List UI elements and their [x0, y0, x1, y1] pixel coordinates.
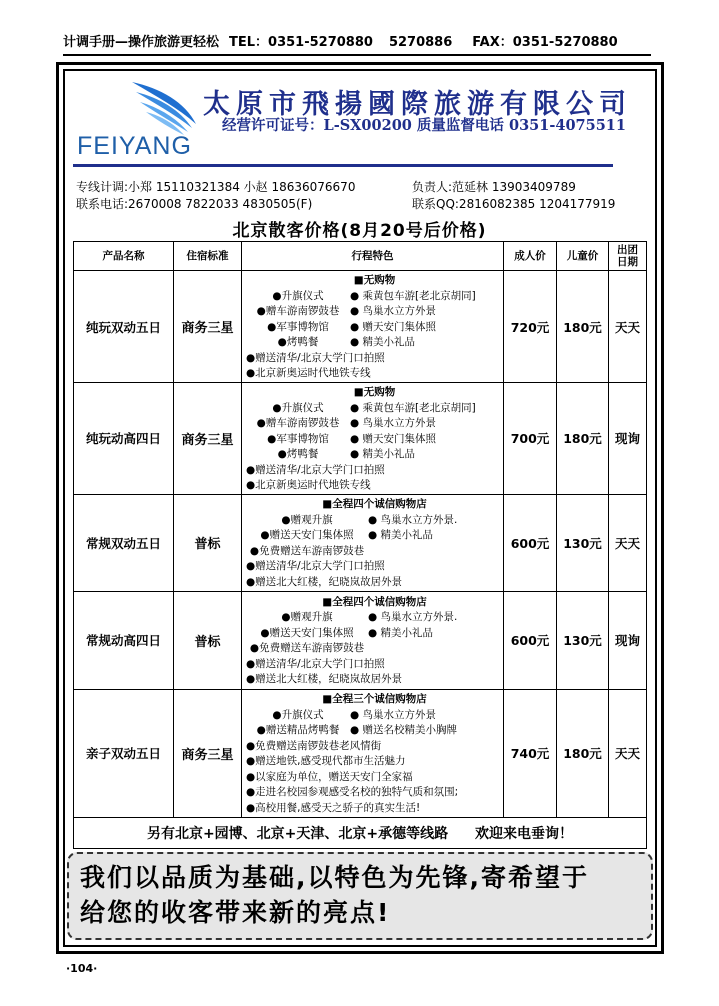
footer-cell: [74, 817, 647, 848]
feature-line: [246, 528, 503, 544]
adult-price: 740元: [504, 689, 557, 817]
feature-item: ● 乘黄包车游[老北京胡同]: [350, 289, 476, 302]
departure-date: 天天: [609, 494, 647, 591]
child-price: 180元: [557, 689, 609, 817]
feature-heading: ■全程四个诚信购物店: [322, 595, 427, 608]
feature-line: [246, 708, 503, 724]
feature-item: ●升旗仪式: [272, 708, 324, 721]
feature-item: ●烤鸭餐: [277, 448, 319, 460]
feature-line: [246, 641, 503, 657]
feature-item: ●赠送清华/北京大学门口拍照: [246, 560, 385, 572]
column-header: 住宿标准: [174, 242, 242, 271]
feature-item: ● 鸟巢水立方外景: [350, 708, 436, 721]
product-name: 纯玩双动五日: [74, 271, 174, 383]
feature-line: [246, 401, 503, 417]
feature-item: ● 鸟巢水立方外景: [350, 417, 436, 429]
child-price: 130元: [557, 494, 609, 591]
feature-item: ● 赠天安门集体照: [350, 320, 436, 333]
itinerary-features: [242, 383, 504, 495]
itinerary-features: [242, 689, 504, 817]
feature-item: ● 精美小礼品: [350, 336, 415, 349]
feature-line: [246, 723, 503, 739]
page-header: [63, 34, 651, 56]
itinerary-features: [242, 494, 504, 591]
slogan-line-2: 给您的收客带来新的亮点!: [80, 898, 391, 927]
feature-heading: ■无购物: [353, 274, 396, 287]
price-table: [73, 241, 647, 849]
feature-item: ● 精美小礼品: [350, 448, 415, 460]
feature-line: [246, 559, 503, 575]
departure-date: 现询: [609, 591, 647, 689]
header-tel: TEL：0351-5270880: [229, 35, 373, 50]
itinerary-features: [242, 271, 504, 383]
feature-item: ●军事博物馆: [267, 432, 329, 445]
feature-line: [246, 672, 503, 688]
hotel-standard: 普标: [174, 494, 242, 591]
feature-line: [246, 432, 503, 448]
product-name: 常规动高四日: [74, 591, 174, 689]
child-price: 130元: [557, 591, 609, 689]
feature-item: ●赠送地铁,感受现代都市生活魅力: [246, 755, 406, 767]
feature-line: [246, 351, 503, 367]
header-tel2: 5270886: [388, 35, 453, 50]
feature-item: ● 精美小礼品: [368, 529, 433, 541]
contact-dispatch: 专线计调:小郑 15110321384 小赵 18636076670: [76, 180, 356, 194]
column-header: 行程特色: [242, 242, 504, 271]
column-header-text: 出团日期: [617, 244, 638, 268]
feature-item: ●赠车游南锣鼓巷: [256, 417, 340, 429]
feature-item: ●免费赠送车游南锣鼓巷: [249, 544, 365, 557]
hotel-standard: 商务三星: [174, 271, 242, 383]
feature-item: ●赠送精品烤鸭餐: [256, 724, 340, 736]
feature-line: [246, 289, 503, 305]
feature-line: [246, 304, 503, 320]
feature-heading: ■全程三个诚信购物店: [322, 693, 427, 705]
feature-item: ●以家庭为单位，赠送天安门全家福: [246, 770, 413, 783]
product-name: 常规双动五日: [74, 494, 174, 591]
feature-item: ●走进名校园参观感受名校的独特气质和氛围;: [246, 786, 459, 798]
feature-heading: ■无购物: [353, 386, 396, 398]
feature-item: ●免费赠送车游南锣鼓巷: [249, 642, 365, 654]
feature-item: ●免费赠送南锣鼓巷老风情街: [246, 739, 382, 752]
itinerary-features: [242, 591, 504, 689]
divider: [73, 164, 613, 167]
feature-line: [246, 335, 503, 351]
feature-line: [246, 447, 503, 463]
feature-heading: ■全程四个诚信购物店: [322, 498, 427, 510]
company-name: 太原市飛揚國際旅游有限公司: [203, 89, 632, 120]
feature-line: [246, 320, 503, 336]
feature-line: [246, 575, 503, 591]
feature-line: [246, 770, 503, 786]
feature-item: ●赠送北大红楼，纪晓岚故居外景: [246, 575, 403, 588]
table-footer-row: [74, 817, 647, 848]
table-row: [74, 383, 647, 495]
hotel-standard: 商务三星: [174, 383, 242, 495]
adult-price: 600元: [504, 591, 557, 689]
footer-routes: 另有北京+园博、北京+天津、北京+承德等线路: [146, 825, 449, 842]
product-name: 纯玩动高四日: [74, 383, 174, 495]
license-info: 经营许可证号：L-SX00200 质量监督电话 0351-4075511: [222, 117, 626, 134]
feature-item: ● 鸟巢水立方外景.: [368, 513, 458, 526]
feature-item: ● 鸟巢水立方外景.: [368, 611, 458, 623]
header-slogan: 计调手册—操作旅游更轻松: [63, 35, 220, 50]
feature-item: ●高校用餐,感受天之骄子的真实生活!: [246, 801, 421, 814]
wing-logo-icon: [130, 80, 200, 136]
feature-item: ●北京新奥运时代地铁专线: [246, 479, 371, 491]
column-header: 产品名称: [74, 242, 174, 271]
feature-line: [246, 366, 503, 382]
feature-item: ●军事博物馆: [267, 320, 329, 333]
table-header-row: [74, 242, 647, 271]
feature-line: [246, 478, 503, 494]
feature-line: [246, 739, 503, 755]
logo-wordmark: FEIYANG: [77, 132, 192, 160]
contact-manager: 负责人:范延林 13903409789: [412, 180, 576, 194]
feature-item: ●赠送清华/北京大学门口拍照: [246, 657, 385, 670]
table-row: [74, 689, 647, 817]
header-fax: FAX：0351-5270880: [472, 35, 618, 50]
page-number: ·104·: [66, 962, 98, 975]
feature-line: [246, 657, 503, 673]
feature-item: ●赠送清华/北京大学门口拍照: [246, 463, 385, 476]
table-row: [74, 271, 647, 383]
adult-price: 600元: [504, 494, 557, 591]
feature-line: [246, 463, 503, 479]
column-header: 成人价: [504, 242, 557, 271]
departure-date: 天天: [609, 271, 647, 383]
adult-price: 700元: [504, 383, 557, 495]
feature-line: [246, 785, 503, 801]
child-price: 180元: [557, 383, 609, 495]
page-title: 北京散客价格(8月20号后价格): [232, 221, 487, 241]
feature-item: ●北京新奥运时代地铁专线: [246, 367, 371, 380]
column-header: 儿童价: [557, 242, 609, 271]
feature-item: ● 精美小礼品: [368, 626, 433, 639]
feature-item: ● 乘黄包车游[老北京胡同]: [350, 401, 476, 414]
feature-item: ●赠观升旗: [281, 513, 333, 526]
feature-item: ●升旗仪式: [272, 289, 324, 302]
product-name: 亲子双动五日: [74, 689, 174, 817]
table-row: [74, 494, 647, 591]
feature-line: [246, 754, 503, 770]
feature-item: ●烤鸭餐: [277, 336, 319, 349]
feature-item: ●赠送北大红楼，纪晓岚故居外景: [246, 673, 403, 685]
footer-welcome: 欢迎来电垂询！: [475, 825, 574, 842]
feature-line: [246, 610, 503, 626]
table-row: [74, 591, 647, 689]
contact-qq: 联系QQ:2816082385 1204177919: [412, 197, 616, 211]
feature-line: [246, 416, 503, 432]
slogan-line-1: 我们以品质为基础,以特色为先锋,寄希望于: [80, 863, 589, 892]
hotel-standard: 普标: [174, 591, 242, 689]
feature-item: ●赠观升旗: [281, 611, 333, 623]
feature-item: ● 赠送名校精美小胸牌: [350, 724, 457, 736]
feature-line: [246, 544, 503, 560]
contact-phone: 联系电话:2670008 7822033 4830505(F): [76, 197, 313, 211]
feature-line: [246, 626, 503, 642]
feature-item: ● 赠天安门集体照: [350, 432, 436, 445]
feature-item: ●升旗仪式: [272, 401, 324, 414]
column-header: [609, 242, 647, 271]
feature-item: ●赠送清华/北京大学门口拍照: [246, 351, 385, 364]
feature-line: [246, 513, 503, 529]
feature-item: ● 鸟巢水立方外景: [350, 305, 436, 318]
feature-item: ●赠送天安门集体照: [260, 529, 354, 541]
hotel-standard: 商务三星: [174, 689, 242, 817]
feature-line: [246, 801, 503, 817]
adult-price: 720元: [504, 271, 557, 383]
departure-date: 现询: [609, 383, 647, 495]
child-price: 180元: [557, 271, 609, 383]
feature-item: ●赠送天安门集体照: [260, 626, 354, 639]
departure-date: 天天: [609, 689, 647, 817]
feature-item: ●赠车游南锣鼓巷: [256, 305, 340, 318]
